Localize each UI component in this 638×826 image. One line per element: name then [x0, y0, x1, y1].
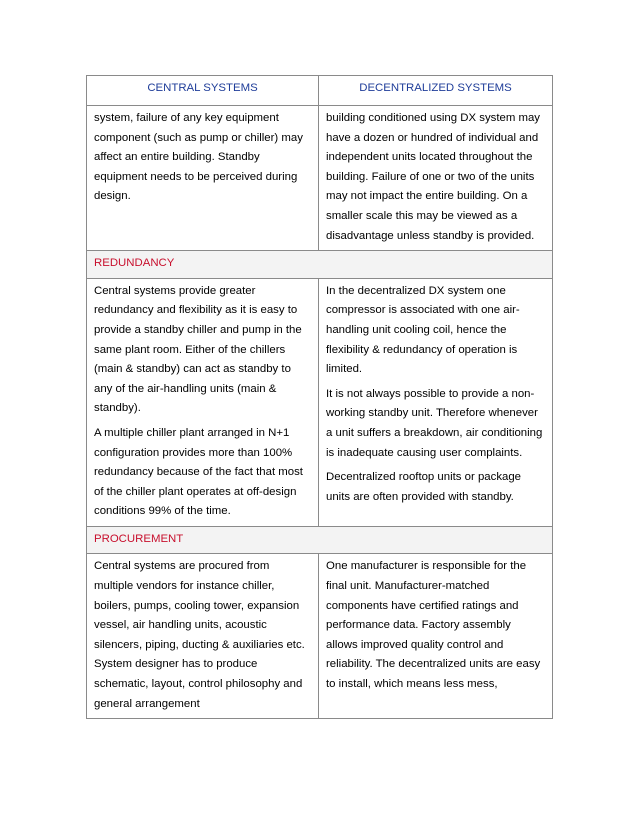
header-row	[87, 76, 553, 106]
cell-decentral-redundancy	[319, 278, 553, 526]
section-title-procurement: PROCUREMENT	[87, 526, 553, 554]
section-title-redundancy: REDUNDANCY	[87, 251, 553, 279]
paragraph: building conditioned using DX system may have a dozen or hundred of individual and independent units located throughout the building. Failure of one or two of the units may not impact the entire building. On a smaller scale this may be viewed as a disadvantage unless standby is provided.	[326, 112, 541, 242]
header-decentralized: DECENTRALIZED SYSTEMS	[319, 76, 553, 106]
paragraph: It is not always possible to provide a non-working standby unit. Therefore whenever a unit suffers a breakdown, air conditioning is inadequate causing user complaints.	[326, 387, 543, 459]
section-row-procurement	[87, 526, 553, 554]
paragraph: system, failure of any key equipment component (such as pump or chiller) may affect an entire building. Standby equipment needs to be perceived during design.	[94, 112, 303, 203]
comparison-table	[86, 75, 553, 719]
paragraph: Central systems are procured from multiple vendors for instance chiller, boilers, pumps, cooling tower, expansion vessel, air handling units, acoustic silencers, piping, ducting & auxiliaries etc. System designer has to produce schematic, layout, control philosophy and general arrangement	[94, 560, 305, 710]
paragraph: Decentralized rooftop units or package units are often provided with standby.	[326, 471, 522, 503]
cell-decentral-procurement	[319, 554, 553, 719]
paragraph: A multiple chiller plant arranged in N+1 configuration provides more than 100% redundancy because of the fact that most of the chiller plant operates at off-design conditions 99% of the time.	[94, 426, 303, 518]
cell-decentral-intro	[319, 106, 553, 251]
cell-central-procurement	[87, 554, 319, 719]
table-row	[87, 106, 553, 251]
section-row-redundancy	[87, 251, 553, 279]
header-central: CENTRAL SYSTEMS	[87, 76, 319, 106]
cell-central-redundancy	[87, 278, 319, 526]
table-row	[87, 278, 553, 526]
paragraph: One manufacturer is responsible for the final unit. Manufacturer-matched components have certified ratings and performance data. Factory assembly allows improved quality control and reliability. The decentralized units are easy to install, which means less mess,	[326, 560, 541, 691]
paragraph: Central systems provide greater redundancy and flexibility as it is easy to provide a standby chiller and pump in the same plant room. Either of the chillers (main & standby) can act as standby to any of the air-handling units (main & standby).	[94, 284, 302, 415]
cell-central-intro	[87, 106, 319, 251]
paragraph: In the decentralized DX system one compressor is associated with one air-handling unit cooling coil, hence the flexibility & redundancy of operation is limited.	[326, 284, 520, 376]
table-row	[87, 554, 553, 719]
